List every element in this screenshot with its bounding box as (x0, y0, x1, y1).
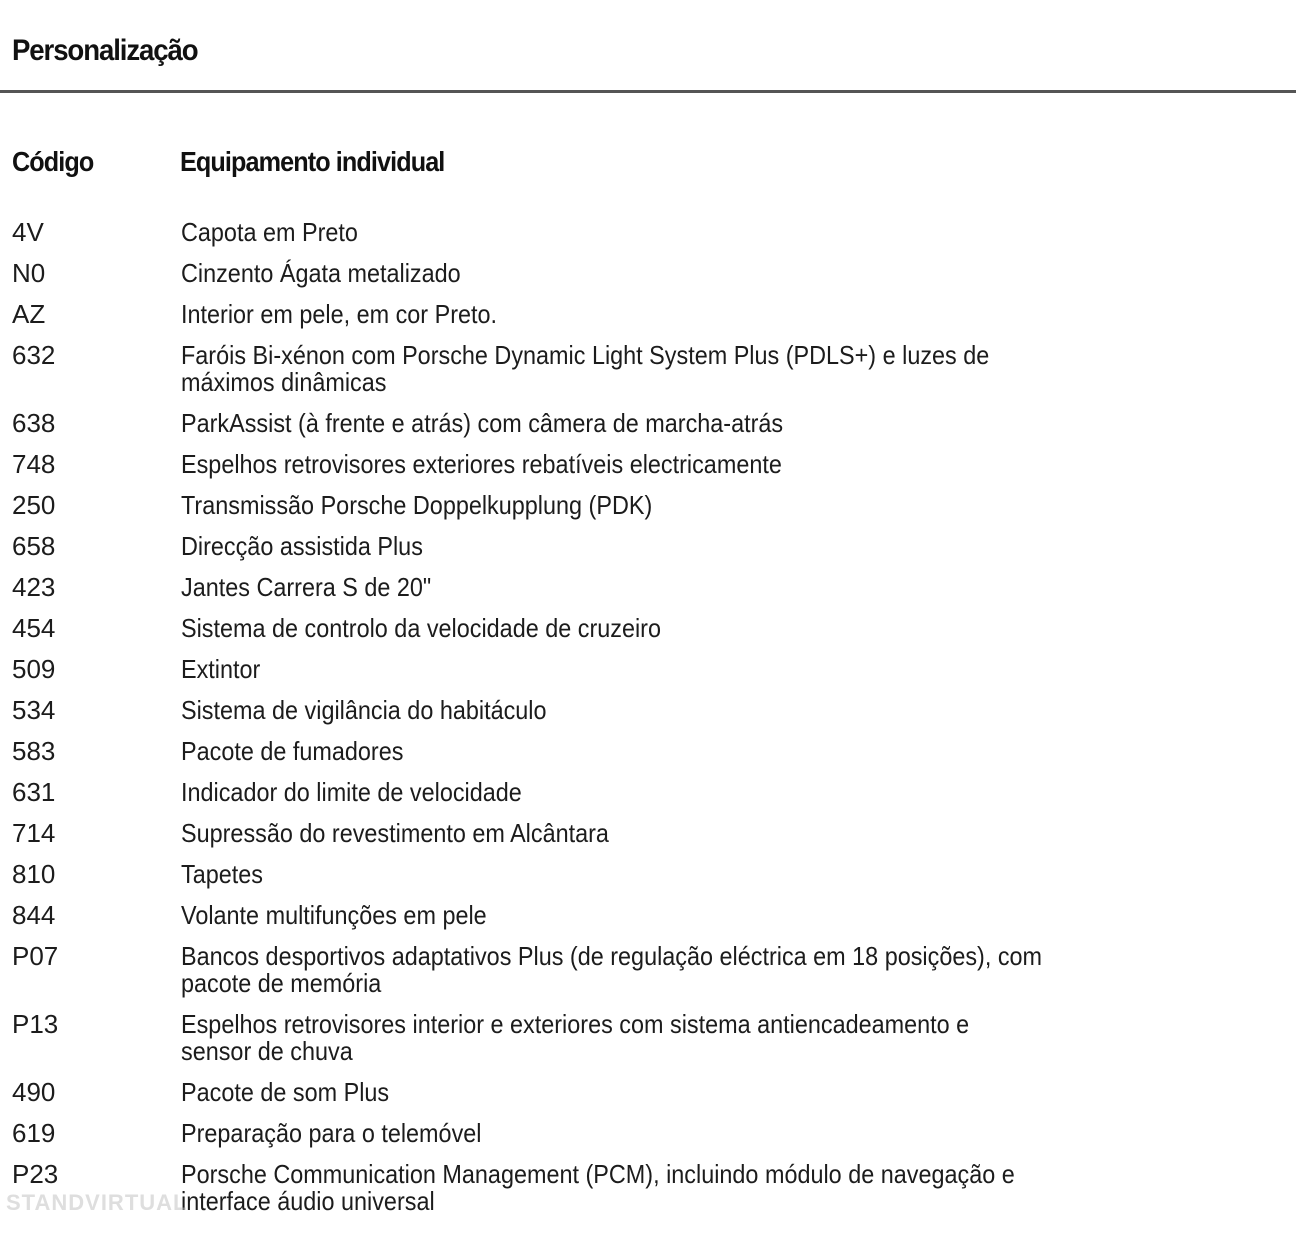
row-description: Sistema de controlo da velocidade de cruzeiro (181, 613, 661, 643)
table-row (0, 444, 1296, 485)
row-code: 423 (12, 572, 56, 602)
row-description: Indicador do limite de velocidade (181, 777, 522, 807)
row-code: AZ (12, 299, 46, 329)
watermark: STANDVIRTUAL (6, 1190, 188, 1215)
row-code: 454 (12, 613, 56, 643)
row-code: 714 (12, 818, 56, 848)
row-code: N0 (12, 258, 46, 288)
row-code: 4V (12, 217, 44, 247)
row-description: ParkAssist (à frente e atrás) com câmera de marcha-atrás (181, 408, 784, 438)
row-description: Espelhos retrovisores exteriores rebatíveis electricamente (181, 449, 782, 479)
row-description: Sistema de vigilância do habitáculo (181, 695, 547, 725)
row-code: 638 (12, 408, 56, 438)
row-code: 534 (12, 695, 56, 725)
row-description: Tapetes (181, 859, 263, 889)
table-row (0, 1072, 1296, 1113)
row-description: Direcção assistida Plus (181, 531, 423, 561)
table-row (0, 294, 1296, 335)
row-description: Porsche Communication Management (PCM), incluindo módulo de navegação e interface áudio universal (181, 1159, 1015, 1216)
equipment-list (0, 212, 1296, 1222)
table-row (0, 253, 1296, 294)
row-code: 844 (12, 900, 56, 930)
row-code: 619 (12, 1118, 56, 1148)
table-row (0, 649, 1296, 690)
row-description: Transmissão Porsche Doppelkupplung (PDK) (181, 490, 653, 520)
row-description: Faróis Bi-xénon com Porsche Dynamic Light System Plus (PDLS+) e luzes de máximos dinâmicas (181, 340, 990, 397)
row-code: 250 (12, 490, 56, 520)
table-row (0, 690, 1296, 731)
table-row (0, 212, 1296, 253)
row-code: 509 (12, 654, 56, 684)
row-code: 583 (12, 736, 56, 766)
title-divider (0, 90, 1296, 93)
row-code: 748 (12, 449, 56, 479)
row-description: Volante multifunções em pele (181, 900, 487, 930)
table-row (0, 608, 1296, 649)
row-description: Supressão do revestimento em Alcântara (181, 818, 609, 848)
table-row (0, 1154, 1296, 1222)
table-row (0, 1004, 1296, 1072)
row-code: P13 (12, 1009, 59, 1039)
table-row (0, 526, 1296, 567)
row-code: P07 (12, 941, 59, 971)
table-row (0, 1113, 1296, 1154)
row-code: 632 (12, 340, 56, 370)
section-title: Personalização (12, 34, 198, 67)
table-row (0, 567, 1296, 608)
table-row (0, 936, 1296, 1004)
row-description: Preparação para o telemóvel (181, 1118, 482, 1148)
table-row (0, 403, 1296, 444)
table-row (0, 813, 1296, 854)
row-description: Jantes Carrera S de 20" (181, 572, 432, 602)
row-description: Pacote de som Plus (181, 1077, 390, 1107)
row-description: Interior em pele, em cor Preto. (181, 299, 498, 329)
table-row (0, 772, 1296, 813)
header-code: Código (12, 146, 94, 177)
row-description: Pacote de fumadores (181, 736, 404, 766)
row-code: 658 (12, 531, 56, 561)
table-header (0, 146, 1296, 182)
row-description: Capota em Preto (181, 217, 358, 247)
row-description: Bancos desportivos adaptativos Plus (de regulação eléctrica em 18 posições), com pacote de memória (181, 941, 1043, 998)
table-row (0, 335, 1296, 403)
header-description: Equipamento individual (180, 146, 445, 177)
row-code: 490 (12, 1077, 56, 1107)
row-description: Espelhos retrovisores interior e exteriores com sistema antiencadeamento e sensor de chuva (181, 1009, 970, 1066)
row-code: 631 (12, 777, 56, 807)
table-row (0, 895, 1296, 936)
table-row (0, 731, 1296, 772)
row-code: P23 (12, 1159, 59, 1189)
row-code: 810 (12, 859, 56, 889)
row-description: Extintor (181, 654, 261, 684)
row-description: Cinzento Ágata metalizado (181, 258, 461, 288)
table-row (0, 854, 1296, 895)
table-row (0, 485, 1296, 526)
